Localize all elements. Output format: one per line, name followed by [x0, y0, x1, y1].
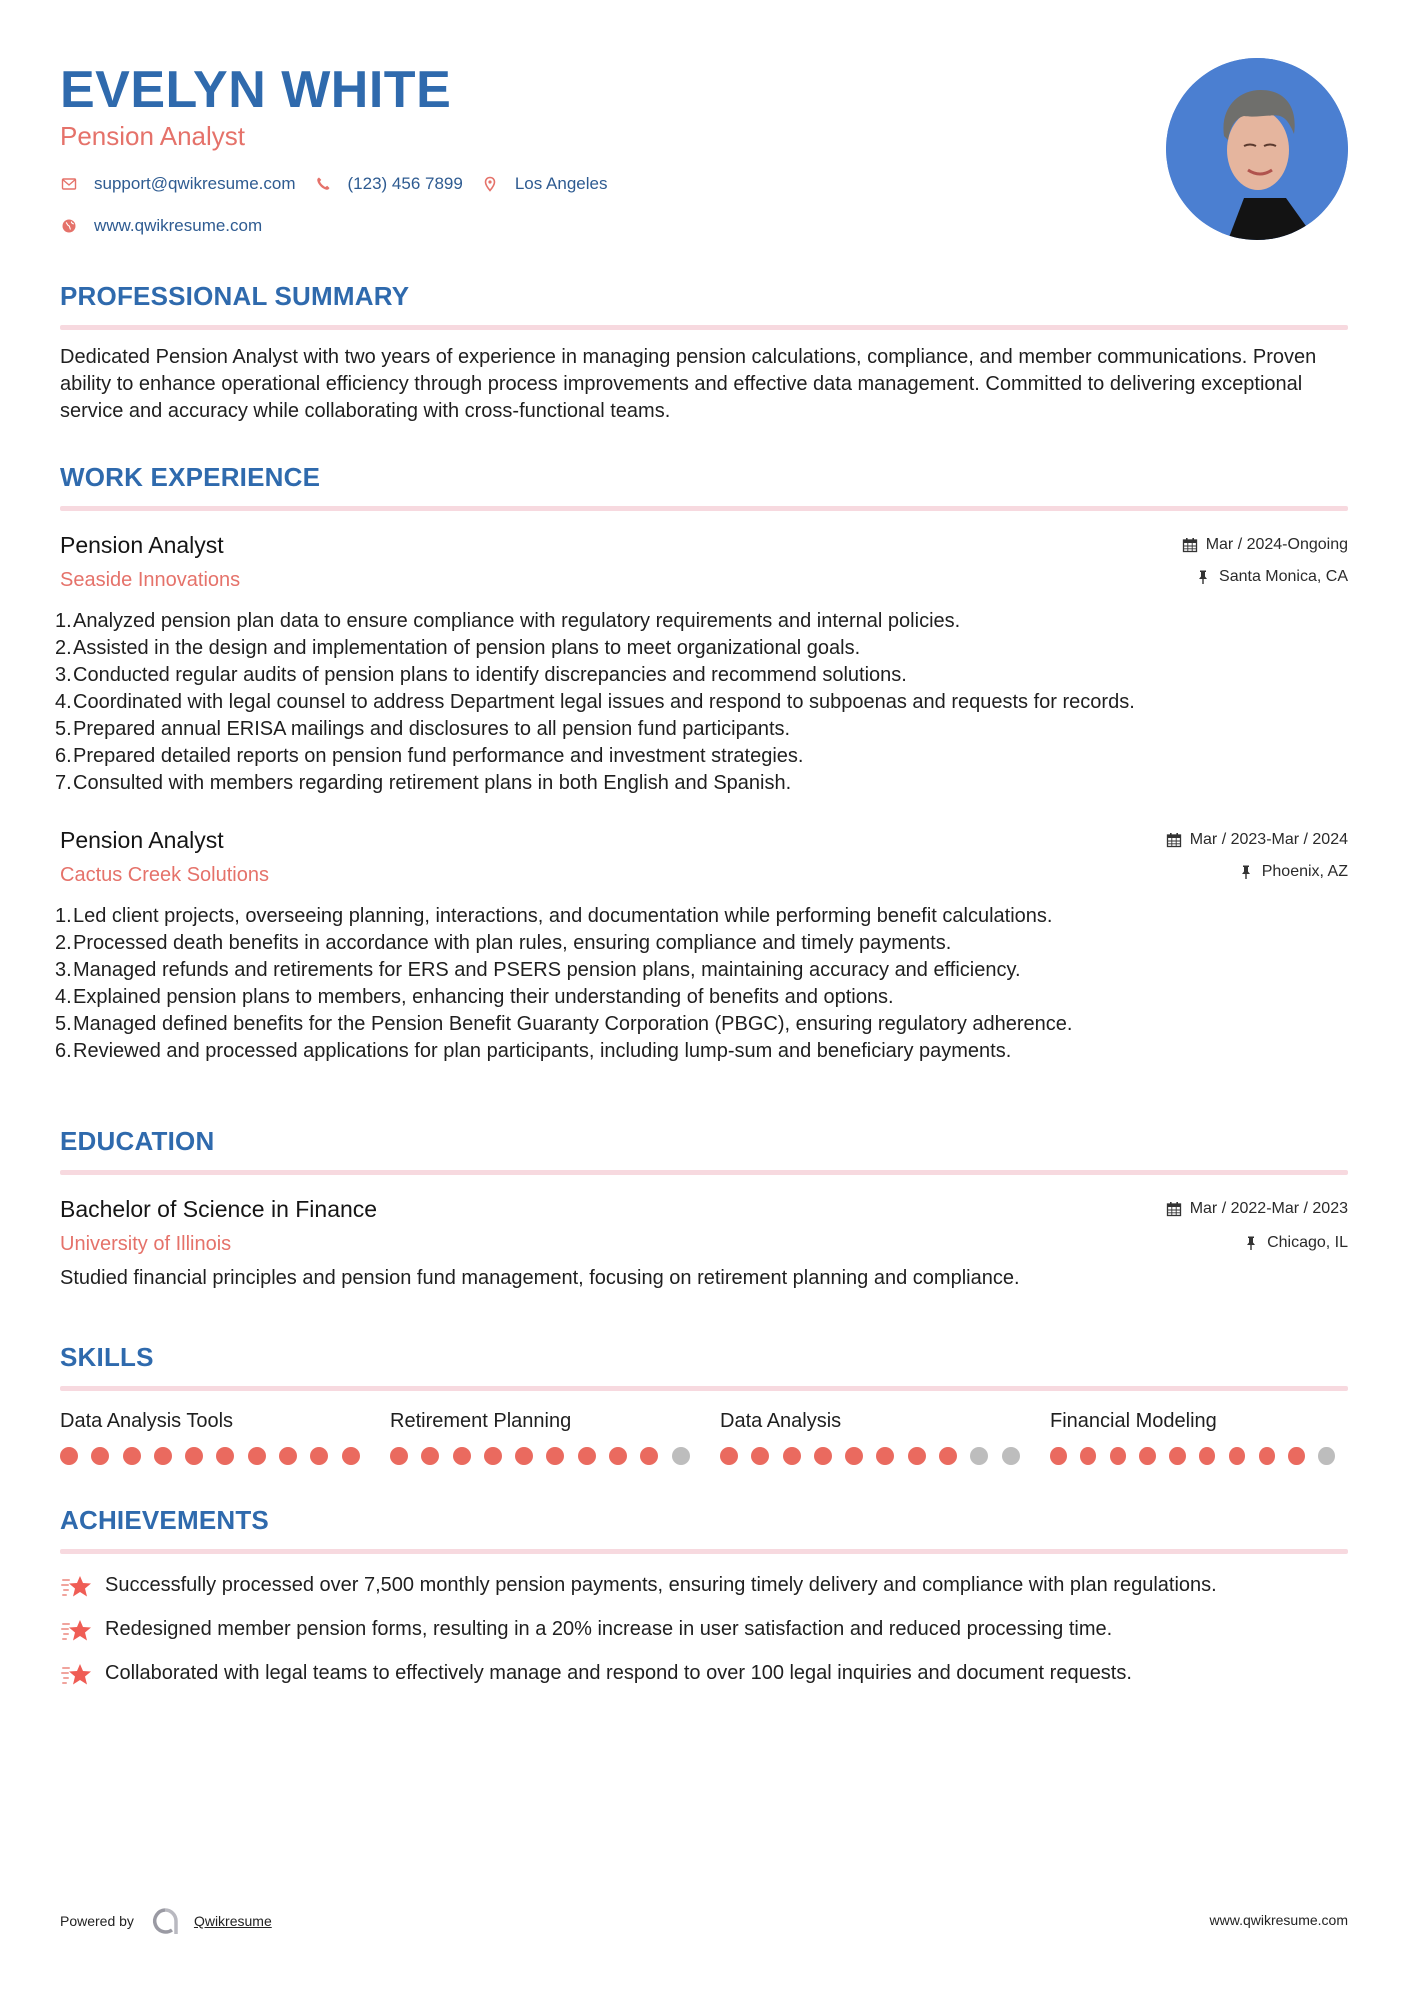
- section-heading: EDUCATION: [60, 1126, 215, 1156]
- rating-dot-filled: [578, 1447, 596, 1465]
- pushpin-icon: [1243, 1235, 1259, 1251]
- candidate-title: Pension Analyst: [60, 121, 246, 151]
- skill-rating: [390, 1447, 720, 1465]
- rating-dot-filled: [908, 1447, 926, 1465]
- section-divider: [60, 1170, 1348, 1175]
- rating-dot-filled: [1259, 1447, 1276, 1465]
- skill-rating: [60, 1447, 390, 1465]
- section-divider: [60, 325, 1348, 330]
- skill-name: Data Analysis Tools: [60, 1410, 234, 1432]
- rating-dot-filled: [279, 1447, 297, 1465]
- rating-dot-filled: [421, 1447, 439, 1465]
- rating-dot-filled: [248, 1447, 266, 1465]
- section-divider: [60, 506, 1348, 511]
- rating-dot-filled: [720, 1447, 738, 1465]
- list-item: 7. Consulted with members regarding retirement plans in both English and Spanish.: [55, 772, 792, 794]
- rating-dot-filled: [60, 1447, 78, 1465]
- rating-dot-empty: [1002, 1447, 1020, 1465]
- rating-dot-filled: [609, 1447, 627, 1465]
- skill-item: [60, 1408, 390, 1465]
- rating-dot-filled: [154, 1447, 172, 1465]
- rating-dot-filled: [123, 1447, 141, 1465]
- section-heading: WORK EXPERIENCE: [60, 462, 321, 492]
- calendar-icon: [1166, 1201, 1182, 1217]
- education-description: Studied financial principles and pension fund management, focusing on retirement planning and compliance.: [60, 1267, 1020, 1289]
- list-item: 1. Analyzed pension plan data to ensure compliance with regulatory requirements and internal policies.: [55, 610, 961, 632]
- section-heading: ACHIEVEMENTS: [60, 1505, 269, 1535]
- rating-dot-filled: [453, 1447, 471, 1465]
- phone-text[interactable]: (123) 456 7899: [347, 174, 463, 193]
- rating-dot-filled: [515, 1447, 533, 1465]
- footer: [60, 1898, 1348, 1938]
- rating-dot-empty: [672, 1447, 690, 1465]
- rating-dot-empty: [970, 1447, 988, 1465]
- skill-item: [720, 1408, 1050, 1465]
- contact-location: [481, 173, 608, 195]
- map-pin-icon: [481, 175, 499, 193]
- rating-dot-filled: [484, 1447, 502, 1465]
- contact-row: [60, 215, 280, 237]
- job-entry: [55, 825, 1348, 1065]
- skill-name: Retirement Planning: [390, 1410, 572, 1432]
- envelope-icon: [60, 175, 78, 193]
- experience-section: [55, 461, 1348, 1065]
- list-item: 6. Prepared detailed reports on pension fund performance and investment strategies.: [55, 745, 804, 767]
- list-item: 4. Explained pension plans to members, enhancing their understanding of benefits and options.: [55, 986, 894, 1008]
- website-link[interactable]: www.qwikresume.com: [94, 216, 263, 235]
- rating-dot-filled: [1080, 1447, 1097, 1465]
- school: University of Illinois: [60, 1233, 232, 1255]
- achievements-list: [60, 1572, 1348, 1690]
- achievement-text: Collaborated with legal teams to effectively manage and respond to over 100 legal inquiries and document requests.: [105, 1662, 1132, 1684]
- qwikresume-link[interactable]: Qwikresume: [193, 1913, 272, 1929]
- degree: Bachelor of Science in Finance: [60, 1196, 378, 1222]
- list-item: 2. Assisted in the design and implementation of pension plans to meet organizational goals.: [55, 637, 861, 659]
- rating-dot-filled: [310, 1447, 328, 1465]
- list-item: 3. Conducted regular audits of pension plans to identify discrepancies and recommend solutions.: [55, 664, 907, 686]
- skills-list: [60, 1408, 1348, 1465]
- contact-row: [60, 173, 625, 195]
- qwikresume-logo-icon: [150, 1906, 180, 1936]
- rating-dot-filled: [1110, 1447, 1127, 1465]
- rating-dot-filled: [185, 1447, 203, 1465]
- section-divider: [60, 1386, 1348, 1391]
- contact-website[interactable]: [60, 215, 262, 237]
- contact-phone[interactable]: [314, 173, 463, 195]
- rating-dot-filled: [814, 1447, 832, 1465]
- footer-url[interactable]: www.qwikresume.com: [1209, 1912, 1348, 1928]
- calendar-icon: [1166, 832, 1182, 848]
- resume-page: [55, 0, 1348, 1990]
- job-company: Seaside Innovations: [60, 569, 241, 591]
- rating-dot-filled: [342, 1447, 360, 1465]
- avatar: [1166, 58, 1348, 240]
- education-dates: Mar / 2022-Mar / 2023: [1166, 1198, 1348, 1220]
- achievement-text: Successfully processed over 7,500 monthly pension payments, ensuring timely delivery and compliance with plan regulations.: [105, 1574, 1217, 1596]
- rating-dot-filled: [876, 1447, 894, 1465]
- list-item: 1. Led client projects, overseeing planning, interactions, and documentation while performing benefit calculations.: [55, 905, 1053, 927]
- skills-section: [60, 1341, 1348, 1465]
- calendar-icon: [1182, 537, 1198, 553]
- shooting-star-icon: [60, 1572, 94, 1602]
- job-bullets: [55, 903, 1348, 1065]
- job-dates: Mar / 2023-Mar / 2024: [1166, 829, 1348, 851]
- job-role: Pension Analyst: [60, 532, 224, 558]
- location-text: Los Angeles: [514, 174, 608, 193]
- skill-name: Financial Modeling: [1050, 1410, 1217, 1432]
- job-company: Cactus Creek Solutions: [60, 864, 269, 886]
- rating-dot-filled: [1229, 1447, 1246, 1465]
- pushpin-icon: [1195, 569, 1211, 585]
- skill-item: [1050, 1408, 1348, 1465]
- list-item: 5. Managed defined benefits for the Pension Benefit Guaranty Corporation (PBGC), ensuring regulatory adherence.: [55, 1013, 1073, 1035]
- job-entry: [55, 530, 1348, 797]
- shooting-star-icon: [60, 1660, 94, 1690]
- section-heading: PROFESSIONAL SUMMARY: [60, 281, 410, 311]
- job-role: Pension Analyst: [60, 827, 224, 853]
- skill-name: Data Analysis: [720, 1410, 842, 1432]
- rating-dot-filled: [783, 1447, 801, 1465]
- candidate-name: EVELYN WHITE: [60, 61, 452, 119]
- achievement-item: [60, 1572, 1348, 1602]
- rating-dot-filled: [1288, 1447, 1305, 1465]
- rating-dot-empty: [1318, 1447, 1335, 1465]
- achievement-item: [60, 1616, 1348, 1646]
- rating-dot-filled: [939, 1447, 957, 1465]
- list-item: 3. Managed refunds and retirements for ERS and PSERS pension plans, maintaining accuracy and efficiency.: [55, 959, 1021, 981]
- rating-dot-filled: [640, 1447, 658, 1465]
- education-section: [60, 1125, 1348, 1292]
- rating-dot-filled: [751, 1447, 769, 1465]
- skill-rating: [720, 1447, 1050, 1465]
- globe-icon: [60, 217, 78, 235]
- shooting-star-icon: [60, 1616, 94, 1646]
- achievement-item: [60, 1660, 1348, 1690]
- pushpin-icon: [1238, 864, 1254, 880]
- list-item: 5. Prepared annual ERISA mailings and disclosures to all pension fund participants.: [55, 718, 791, 740]
- list-item: 4. Coordinated with legal counsel to address Department legal issues and respond to subpoenas and requests for records.: [55, 691, 1135, 713]
- list-item: 2. Processed death benefits in accordance with plan rules, ensuring compliance and timely payments.: [55, 932, 952, 954]
- powered-by-label: Powered by: [60, 1913, 134, 1929]
- resume-header: [60, 58, 1348, 248]
- skill-rating: [1050, 1447, 1348, 1465]
- achievement-text: Redesigned member pension forms, resulting in a 20% increase in user satisfaction and reduced processing time.: [105, 1618, 1113, 1640]
- summary-section: [60, 280, 1348, 425]
- summary-text: Dedicated Pension Analyst with two years of experience in managing pension calculations, compliance, and member communications. Proven ability to enhance operational efficiency through process improvements and effective data management. Committed to delivering exceptional service and accuracy while collaborating with cross-functional teams.: [60, 346, 1317, 422]
- education-location: Chicago, IL: [1243, 1232, 1348, 1254]
- rating-dot-filled: [1050, 1447, 1067, 1465]
- section-heading: SKILLS: [60, 1342, 154, 1372]
- job-dates: Mar / 2024-Ongoing: [1182, 534, 1348, 556]
- achievements-section: [60, 1504, 1348, 1690]
- phone-icon: [314, 175, 332, 193]
- rating-dot-filled: [1199, 1447, 1216, 1465]
- rating-dot-filled: [1139, 1447, 1156, 1465]
- email-text[interactable]: support@qwikresume.com: [94, 174, 296, 193]
- skill-item: [390, 1408, 720, 1465]
- rating-dot-filled: [91, 1447, 109, 1465]
- list-item: 6. Reviewed and processed applications for plan participants, including lump-sum and beneficiary payments.: [55, 1040, 1012, 1062]
- job-bullets: [55, 608, 1348, 797]
- rating-dot-filled: [216, 1447, 234, 1465]
- education-entry: [60, 1194, 1348, 1292]
- rating-dot-filled: [390, 1447, 408, 1465]
- section-divider: [60, 1549, 1348, 1554]
- job-location: Phoenix, AZ: [1238, 861, 1348, 883]
- rating-dot-filled: [1169, 1447, 1186, 1465]
- job-location: Santa Monica, CA: [1195, 566, 1348, 588]
- contact-email[interactable]: [60, 173, 296, 195]
- powered-by: [60, 1906, 272, 1936]
- rating-dot-filled: [845, 1447, 863, 1465]
- rating-dot-filled: [546, 1447, 564, 1465]
